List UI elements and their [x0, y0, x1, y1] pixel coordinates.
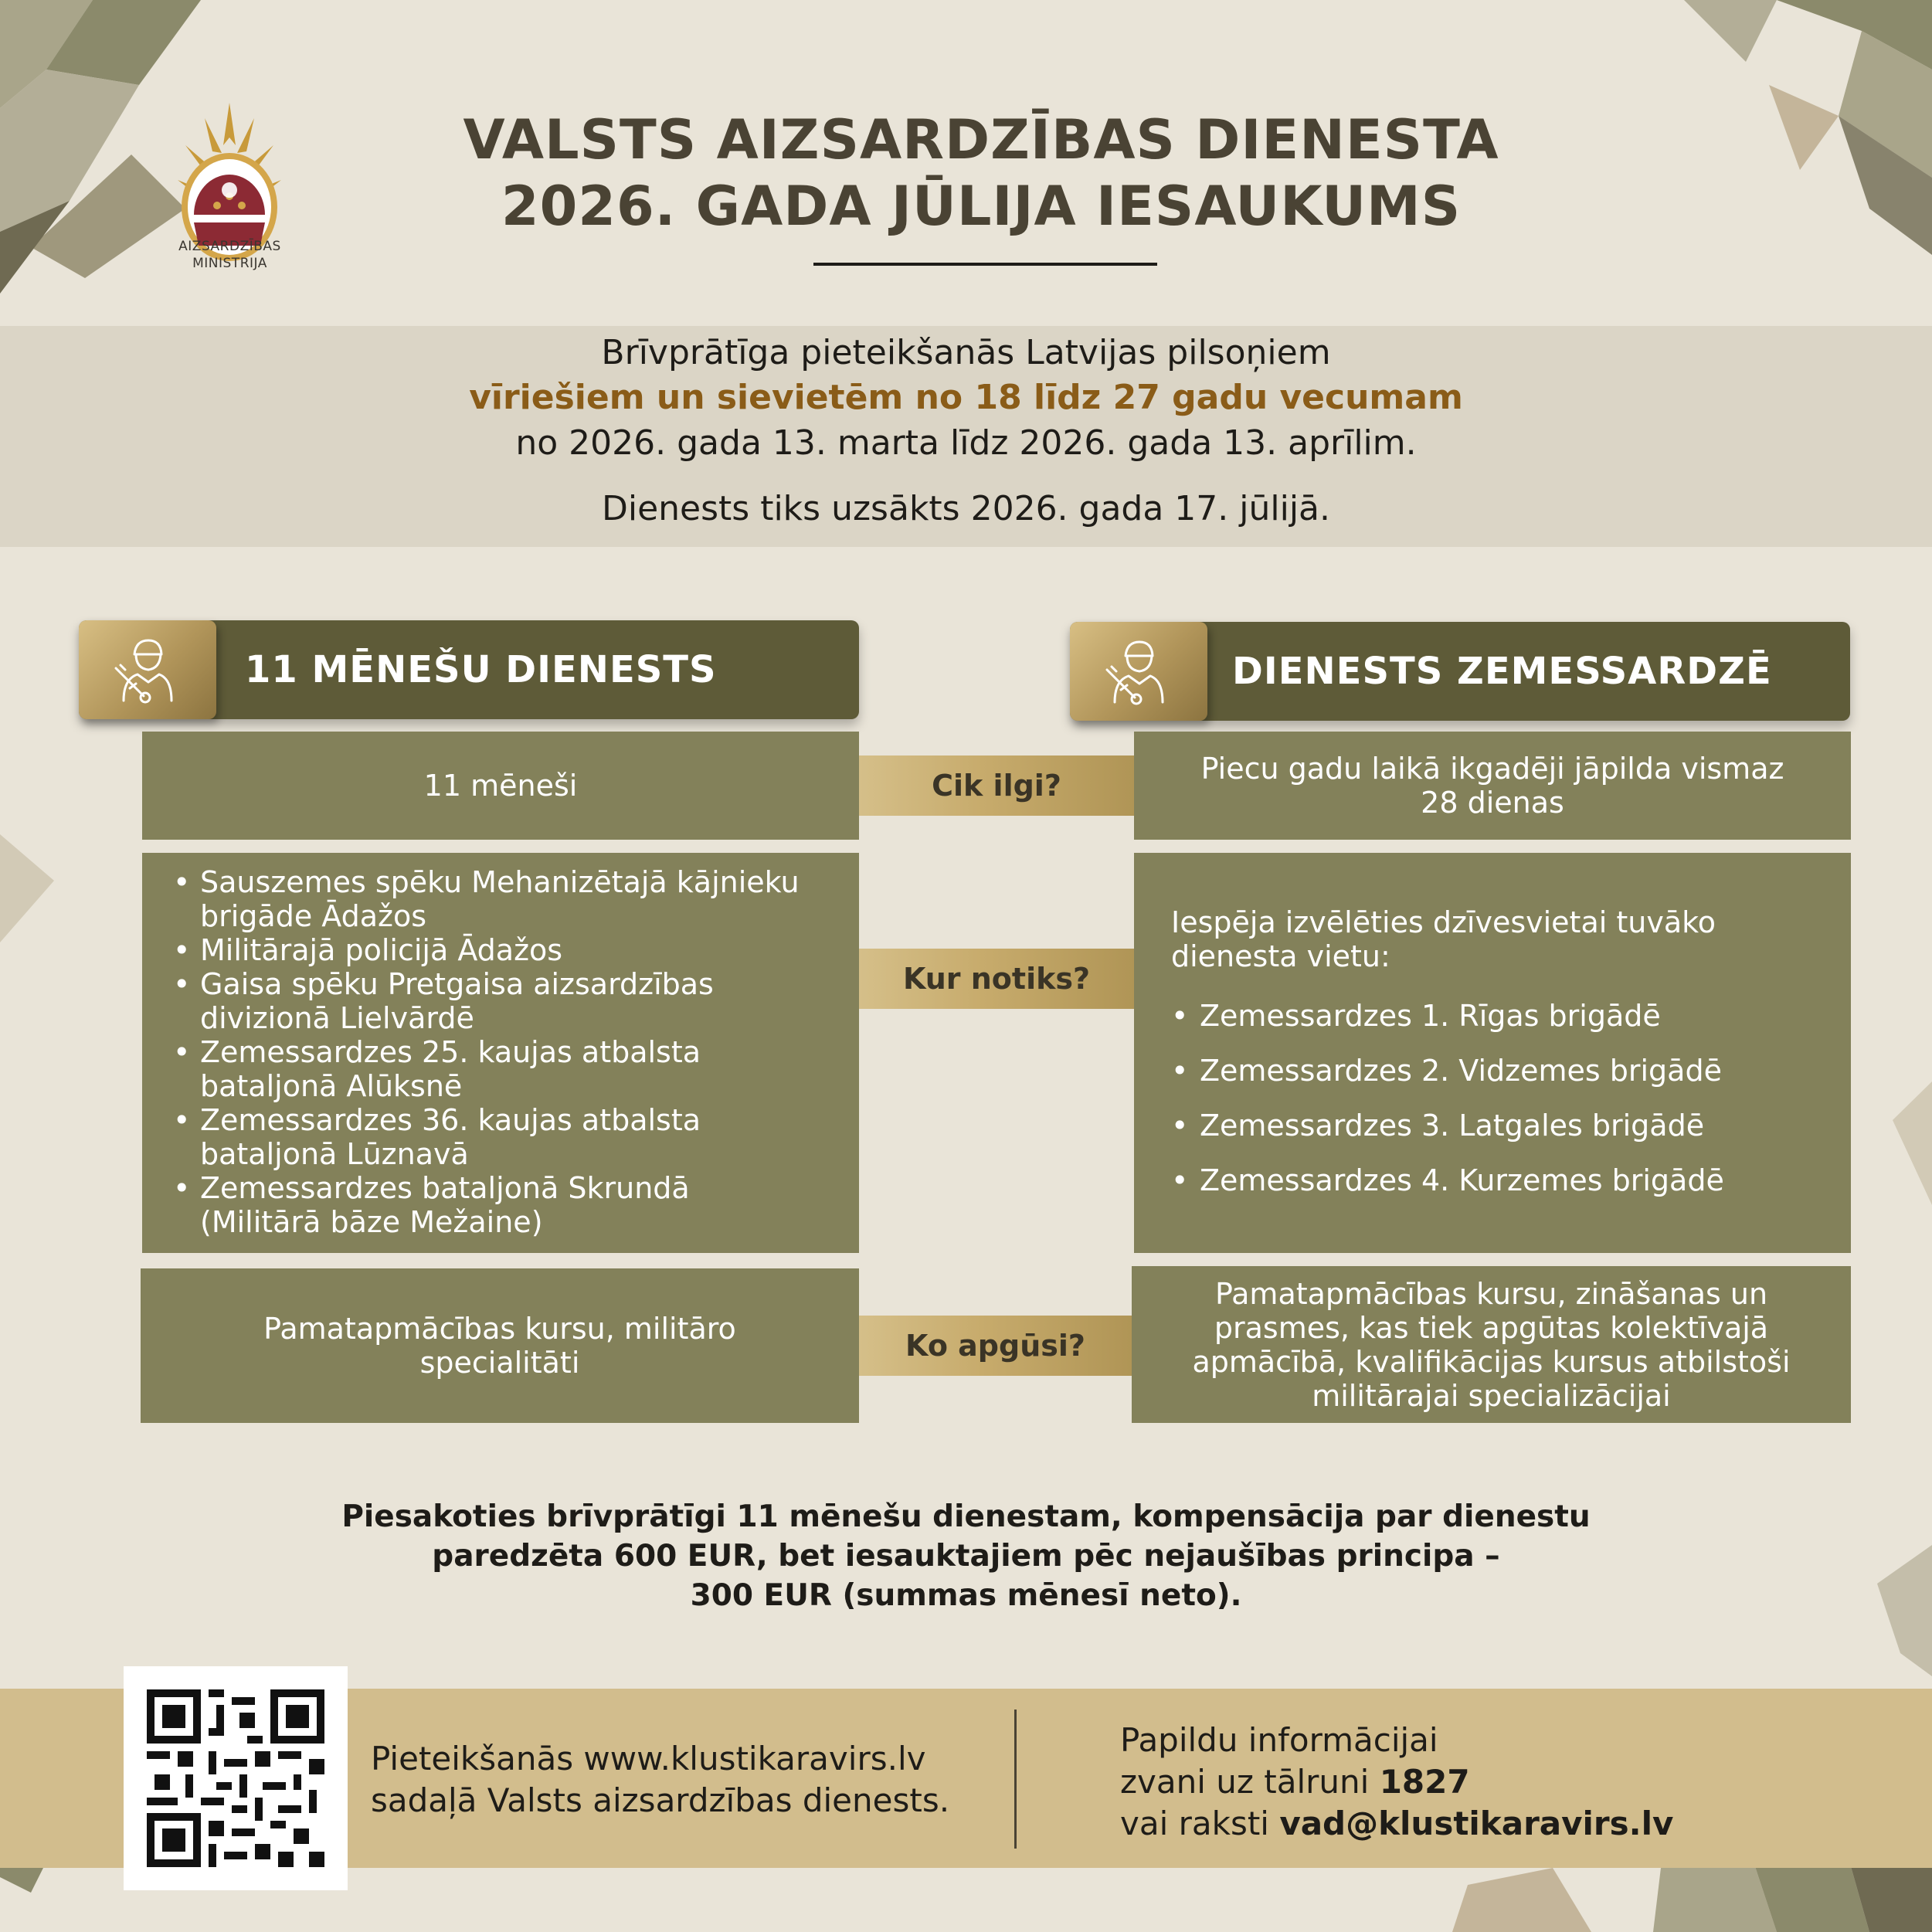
list-item-line: • Zemessardzes bataljonā Skrundā	[200, 1171, 690, 1205]
intro-age-highlight: vīriešiem un sievietēm no 18 līdz 27 gadu vecumam	[469, 378, 1463, 417]
soldier-icon	[1104, 636, 1173, 707]
header-title: DIENESTS ZEMESSARDZĒ	[1232, 650, 1772, 693]
right-learn-line3: apmācībā, kvalifikācijas kursus atbilstoši	[1192, 1344, 1791, 1379]
right-duration-line2: 28 dienas	[1421, 786, 1564, 820]
list-item-line: bataljonā Alūksnē	[200, 1069, 463, 1103]
title-underline	[813, 263, 1157, 266]
list-item-line: brigāde Ādažos	[200, 899, 427, 933]
intro-dates: no 2026. gada 13. marta līdz 2026. gada 13. aprīlim.	[515, 423, 1417, 463]
right-locations-list	[1171, 989, 1835, 1208]
info-phone-prefix: zvani uz tālruni	[1120, 1763, 1380, 1801]
list-item-line: divizionā Lielvārdē	[200, 1001, 474, 1035]
left-learn-line1: Pamatapmācības kursu, militāro	[263, 1312, 736, 1346]
list-item	[158, 865, 844, 933]
right-locations-intro	[1171, 905, 1835, 973]
qr-code-icon	[147, 1689, 324, 1867]
page-title-line1: VALSTS AIZSARDZĪBAS DIENESTA	[463, 108, 1499, 171]
right-learn-line2: prasmes, kas tiek apgūtas kolektīvajā	[1214, 1310, 1769, 1345]
soldier-icon-box	[79, 620, 216, 719]
list-item-line: • Militārajā policijā Ādažos	[200, 933, 563, 967]
info-phone-line	[1120, 1761, 1470, 1803]
page-title-line2: 2026. GADA JŪLIJA IESAUKUMS	[501, 175, 1462, 238]
question-learn: Ko apgūsi?	[859, 1316, 1132, 1376]
left-duration-text: 11 mēneši	[423, 769, 578, 803]
list-item: • Zemessardzes 2. Vidzemes brigādē	[1171, 1044, 1835, 1098]
list-item	[158, 1103, 844, 1171]
intro-line1: Brīvprātīga pieteikšanās Latvijas pilsoņiem	[601, 333, 1331, 372]
intro-start-date: Dienests tiks uzsākts 2026. gada 17. jūlijā.	[601, 489, 1330, 528]
footer-divider	[1014, 1710, 1017, 1849]
question-how-long: Cik ilgi?	[859, 755, 1134, 816]
right-learn-line1: Pamatapmācības kursu, zināšanas un	[1214, 1276, 1768, 1311]
email-link[interactable]: vad@klustikaravirs.lv	[1279, 1805, 1674, 1842]
list-item	[158, 1035, 844, 1103]
left-locations-list	[158, 865, 844, 1239]
apply-section-line: sadaļā Valsts aizsardzības dienests.	[371, 1781, 950, 1819]
ministry-name-line2: MINISTRIJA	[192, 256, 267, 271]
list-item-line: • Zemessardzes 36. kaujas atbalsta	[200, 1103, 701, 1137]
left-learn-cell	[141, 1268, 859, 1423]
right-locations-cell	[1134, 853, 1851, 1253]
list-item	[158, 1171, 844, 1239]
soldier-icon-box	[1070, 622, 1207, 721]
info-email-line	[1120, 1803, 1673, 1845]
left-locations-cell	[142, 853, 859, 1253]
list-item-line: • Zemessardzes 25. kaujas atbalsta	[200, 1035, 701, 1069]
list-item: • Zemessardzes 3. Latgales brigādē	[1171, 1098, 1835, 1153]
ministry-name-line1: AIZSARDZĪBAS	[178, 239, 281, 254]
page-title	[232, 107, 1730, 239]
compensation-line1: Piesakoties brīvprātīgi 11 mēnešu dienestam, kompensācija par dienestu	[341, 1499, 1591, 1534]
list-item	[158, 967, 844, 1035]
question-where: Kur notiks?	[859, 949, 1134, 1009]
list-item: • Zemessardzes 1. Rīgas brigādē	[1171, 989, 1835, 1044]
right-learn-cell	[1132, 1266, 1851, 1423]
right-learn-line4: militārajai specializācijai	[1312, 1378, 1671, 1413]
list-item	[158, 933, 844, 967]
right-duration-cell	[1134, 732, 1851, 840]
compensation-line3: 300 EUR (summas mēnesī neto).	[690, 1578, 1242, 1613]
intro-line: dienesta vietu:	[1171, 939, 1390, 973]
info-email-prefix: vai raksti	[1120, 1805, 1280, 1842]
list-item-line: • Sauszemes spēku Mehanizētajā kājnieku	[200, 865, 800, 899]
right-duration-line1: Piecu gadu laikā ikgadēji jāpilda vismaz	[1200, 752, 1784, 786]
header-11-month-service	[79, 620, 859, 719]
compensation-line2: paredzēta 600 EUR, bet iesauktajiem pēc nejaušības principa –	[432, 1539, 1500, 1574]
intro-line: Iespēja izvēlēties dzīvesvietai tuvāko	[1171, 905, 1716, 939]
info-line1: Papildu informācijai	[1120, 1721, 1438, 1759]
header-title: 11 MĒNEŠU DIENESTS	[245, 648, 717, 691]
left-duration-cell	[142, 732, 859, 840]
phone-number[interactable]: 1827	[1379, 1763, 1470, 1801]
left-learn-line2: specialitāti	[419, 1346, 580, 1380]
list-item-line: bataljonā Lūznavā	[200, 1137, 469, 1171]
soldier-icon	[113, 634, 182, 705]
qr-code[interactable]	[124, 1666, 348, 1890]
list-item-line: • Gaisa spēku Pretgaisa aizsardzības	[200, 967, 714, 1001]
header-home-guard-service	[1070, 622, 1850, 721]
list-item: • Zemessardzes 4. Kurzemes brigādē	[1171, 1153, 1835, 1208]
ministry-name	[151, 238, 309, 272]
list-item-line: (Militārā bāze Mežaine)	[200, 1205, 543, 1239]
apply-website-line[interactable]: Pieteikšanās www.klustikaravirs.lv	[371, 1740, 926, 1778]
